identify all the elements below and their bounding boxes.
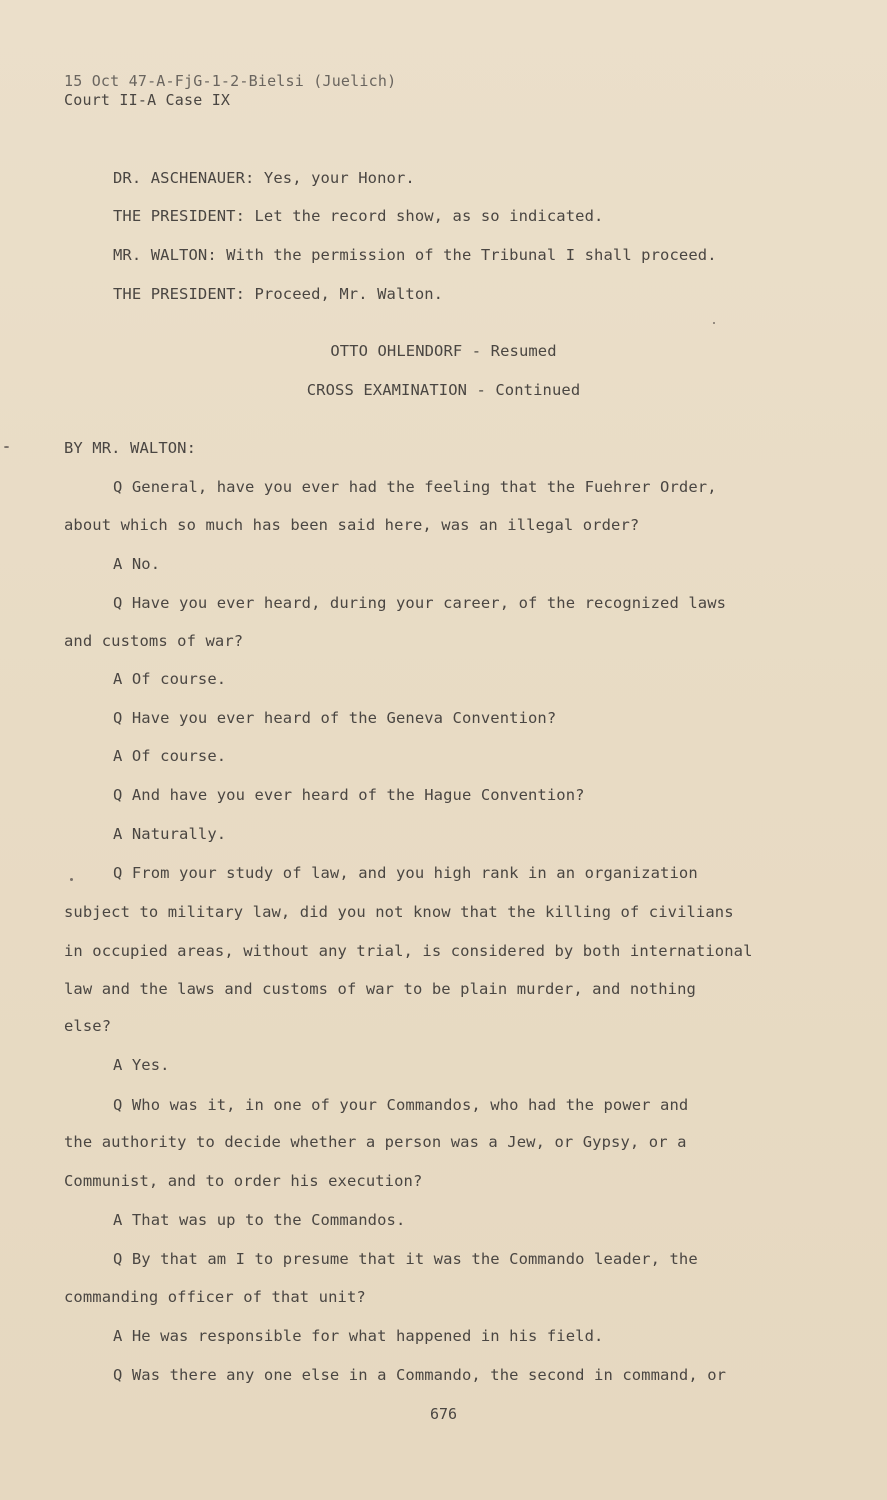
paper-speck [70,878,73,881]
transcript-line: law and the laws and customs of war to be plain murder, and nothing [64,980,696,998]
transcript-line: Q Have you ever heard of the Geneva Convention? [113,709,557,727]
transcript-line: Q Have you ever heard, during your career, of the recognized laws [113,594,727,612]
transcript-line: Q And have you ever heard of the Hague Convention? [113,786,585,804]
transcript-line: the authority to decide whether a person was a Jew, or Gypsy, or a [64,1133,687,1151]
colloquy-line: DR. ASCHENAUER: Yes, your Honor. [113,169,415,187]
transcript-line: and customs of war? [64,632,244,650]
colloquy-line: THE PRESIDENT: Let the record show, as so indicated. [113,207,604,225]
transcript-line: A Of course. [113,670,227,688]
transcript-line: A No. [113,555,161,573]
transcript-line: A Yes. [113,1056,170,1074]
transcript-line: Q Was there any one else in a Commando, the second in command, or [113,1366,727,1384]
transcript-line: about which so much has been said here, was an illegal order? [64,516,640,534]
colloquy-line: THE PRESIDENT: Proceed, Mr. Walton. [113,285,444,303]
transcript-line: Communist, and to order his execution? [64,1172,423,1190]
page-number: 676 [429,1405,458,1423]
transcript-line: A That was up to the Commandos. [113,1211,406,1229]
transcript-line: commanding officer of that unit? [64,1288,366,1306]
header-docket-line: 15 Oct 47-A-FjG-1-2-Bielsi (Juelich) [64,72,397,90]
witness-heading: OTTO OHLENDORF - Resumed [330,342,557,360]
transcript-line: Q General, have you ever had the feeling that the Fuehrer Order, [113,478,717,496]
paper-speck [713,322,715,324]
paper-speck [4,446,9,448]
transcript-line: Q By that am I to presume that it was the Commando leader, the [113,1250,698,1268]
exam-heading: CROSS EXAMINATION - Continued [306,381,581,399]
colloquy-line: MR. WALTON: With the permission of the Tribunal I shall proceed. [113,246,717,264]
transcript-line: else? [64,1017,112,1035]
header-court-line: Court II-A Case IX [64,91,231,109]
transcript-line: subject to military law, did you not know that the killing of civilians [64,903,734,921]
transcript-line: A Naturally. [113,825,227,843]
transcript-line: Q Who was it, in one of your Commandos, who had the power and [113,1096,689,1114]
transcript-line: A He was responsible for what happened in his field. [113,1327,604,1345]
transcript-line: Q From your study of law, and you high rank in an organization [113,864,698,882]
examiner-line: BY MR. WALTON: [64,439,197,457]
transcript-line: in occupied areas, without any trial, is considered by both international [64,942,753,960]
transcript-line: A Of course. [113,747,227,765]
